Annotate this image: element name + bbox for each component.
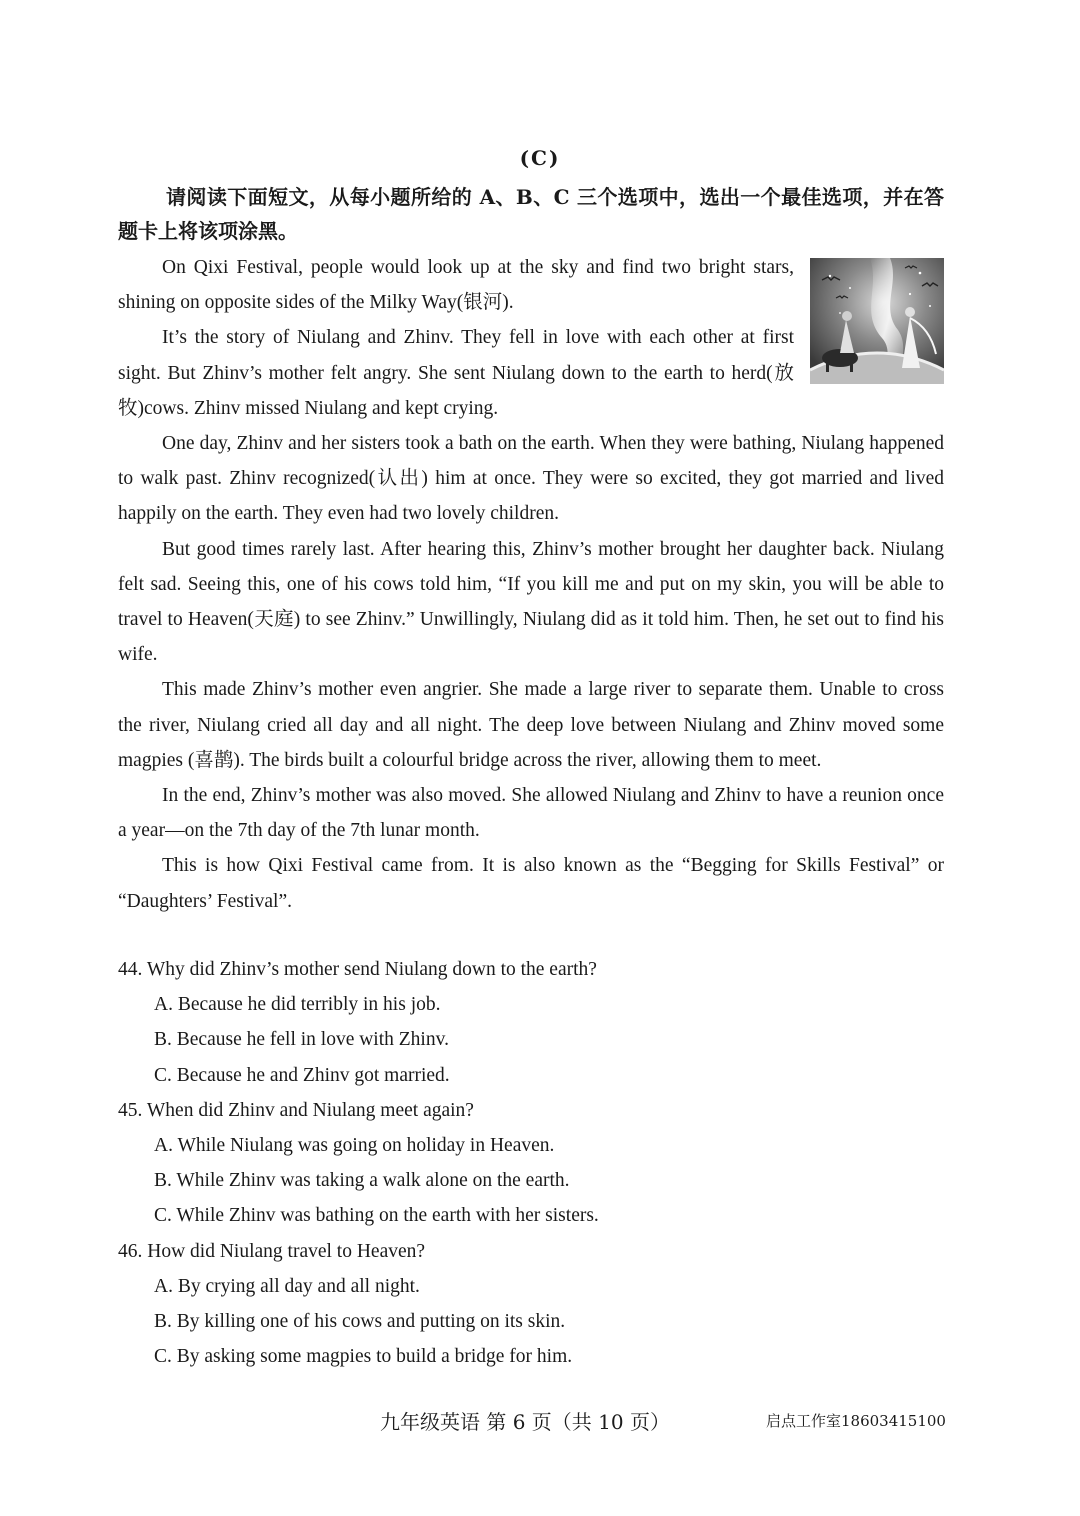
option-44-b: B. Because he fell in love with Zhinv.: [154, 1029, 449, 1051]
passage-paragraph: One day, Zhinv and her sisters took a bath on the earth. When they were bathing, Niulang happened to walk past. Zhinv recognized(认出) him at once. They were so excited, they got married and lived happily on the earth. They even had two lovely children.: [118, 433, 944, 525]
page-number: 九年级英语 第 6 页（共 10 页）: [380, 1410, 670, 1434]
option-44-c: C. Because he and Zhinv got married.: [154, 1064, 450, 1086]
qixi-illustration-icon: [810, 258, 944, 384]
option-45-b: B. While Zhinv was taking a walk alone on the earth.: [154, 1170, 570, 1192]
question-44: 44. Why did Zhinv’s mother send Niulang down to the earth?: [118, 959, 597, 980]
passage-paragraph: This is how Qixi Festival came from. It is also known as the “Begging for Skills Festival” or “Daughters’ Festival”.: [118, 855, 944, 912]
passage-paragraph: In the end, Zhinv’s mother was also moved. She allowed Niulang and Zhinv to have a reunion once a year—on the 7th day of the 7th lunar month.: [118, 785, 944, 842]
option-45-c: C. While Zhinv was bathing on the earth with her sisters.: [154, 1205, 599, 1227]
question-list: [118, 952, 944, 1374]
question-45: 45. When did Zhinv and Niulang meet again?: [118, 1099, 474, 1121]
option-46-b: B. By killing one of his cows and putting on its skin.: [154, 1311, 566, 1333]
option-46-c: C. By asking some magpies to build a bridge for him.: [154, 1346, 573, 1368]
passage-paragraph: On Qixi Festival, people would look up at the sky and find two bright stars, shining on opposite sides of the Milky Way(银河).: [118, 257, 794, 314]
option-46-a: A. By crying all day and all night.: [154, 1275, 420, 1297]
option-44-a: A. Because he did terribly in his job.: [154, 994, 441, 1016]
passage-paragraph: This made Zhinv’s mother even angrier. She made a large river to separate them. Unable to cross the river, Niulang cried all day and all night. The deep love between Niulang and Zhinv moved some magpies (喜鹊). The birds built a colourful bridge across the river, allowing them to meet.: [118, 679, 944, 771]
passage-paragraph: But good times rarely last. After hearing this, Zhinv’s mother brought her daughter back. Niulang felt sad. Seeing this, one of his cows told him, “If you kill me and put on my skin, you will be able to travel to Heaven(天庭) to see Zhinv.” Unwillingly, Niulang did as it told him. Then, he set out to find his wife.: [118, 538, 944, 666]
option-45-a: A. While Niulang was going on holiday in Heaven.: [154, 1135, 555, 1157]
instruction-text: 请阅读下面短文，从每小题所给的 A、B、C 三个选项中，选出一个最佳选项，并在答题卡上将该项涂黑。: [118, 185, 944, 243]
passage-paragraph: It’s the story of Niulang and Zhinv. They fell in love with each other at first sight. But Zhinv’s mother felt angry. She sent Niulang down to the earth to herd(放牧)cows. Zhinv missed Niulang and kept crying.: [118, 327, 794, 419]
question-46: 46. How did Niulang travel to Heaven?: [118, 1240, 426, 1262]
studio-watermark: 启点工作室18603415100: [766, 1412, 946, 1430]
section-title: (C): [519, 146, 561, 170]
reading-passage: [118, 250, 944, 919]
